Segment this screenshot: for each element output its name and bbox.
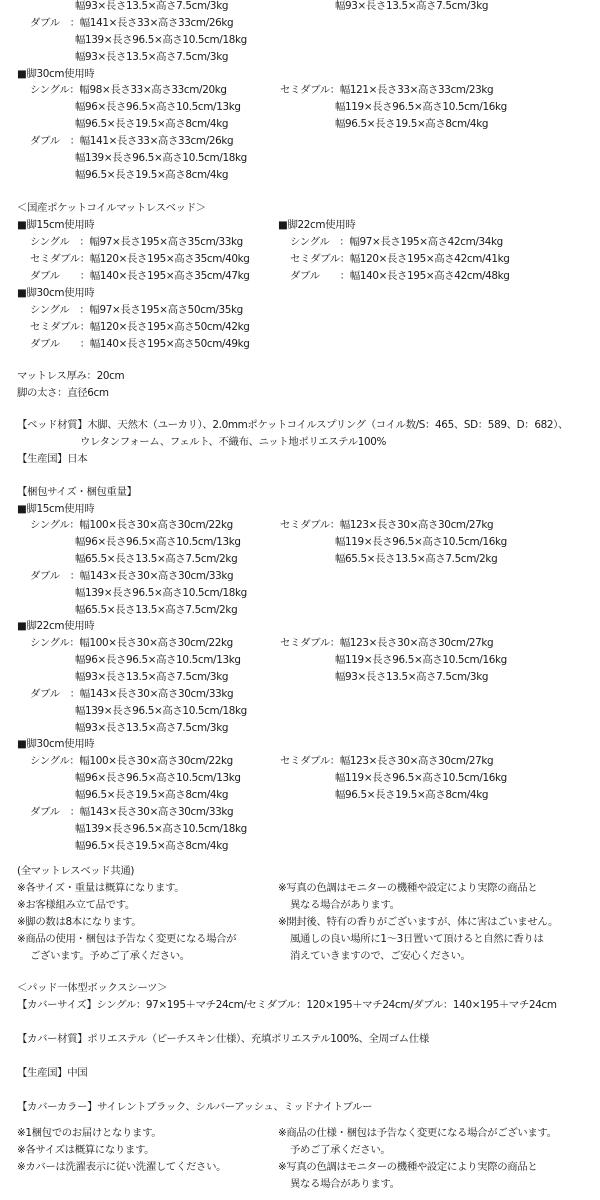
spec-line: セミダブル：幅120×長さ195×高さ42cm/41kg bbox=[290, 253, 510, 265]
spec-line: ダブル ：幅143×長さ30×高さ30cm/33kg bbox=[30, 570, 234, 582]
spec-line: 予めご了承ください。 bbox=[290, 1144, 391, 1156]
spec-line: セミダブル：幅123×長さ30×高さ30cm/27kg bbox=[280, 755, 494, 767]
spec-line: 幅93×長さ13.5×高さ7.5cm/3kg bbox=[75, 51, 229, 63]
spec-line: 幅65.5×長さ13.5×高さ7.5cm/2kg bbox=[335, 553, 498, 565]
spec-line: ■脚22cm使用時 bbox=[17, 620, 95, 632]
spec-line: セミダブル：幅121×長さ33×高さ33cm/23kg bbox=[280, 84, 494, 96]
spec-line: 幅93×長さ13.5×高さ7.5cm/3kg bbox=[75, 722, 229, 734]
spec-line: セミダブル：幅123×長さ30×高さ30cm/27kg bbox=[280, 519, 494, 531]
spec-line: ＜パッド一体型ボックスシーツ＞ bbox=[17, 982, 168, 994]
spec-line: ※カバーは洗濯表示に従い洗濯してください。 bbox=[17, 1161, 227, 1173]
spec-line: 異なる場合があります。 bbox=[290, 1178, 400, 1190]
spec-line: 幅96.5×長さ19.5×高さ8cm/4kg bbox=[75, 169, 229, 181]
spec-line: ※各サイズ・重量は概算になります。 bbox=[17, 882, 185, 894]
spec-line: 幅93×長さ13.5×高さ7.5cm/3kg bbox=[335, 671, 489, 683]
spec-line: シングル：幅98×長さ33×高さ33cm/20kg bbox=[30, 84, 227, 96]
spec-line: ございます。予めご了承ください。 bbox=[30, 950, 190, 962]
spec-line: 幅96.5×長さ19.5×高さ8cm/4kg bbox=[335, 789, 489, 801]
spec-line: ダブル ：幅143×長さ30×高さ30cm/33kg bbox=[30, 688, 234, 700]
spec-line: セミダブル：幅123×長さ30×高さ30cm/27kg bbox=[280, 637, 494, 649]
spec-line: 幅93×長さ13.5×高さ7.5cm/3kg bbox=[335, 0, 489, 12]
spec-line: 幅139×長さ96.5×高さ10.5cm/18kg bbox=[75, 587, 247, 599]
spec-line: 幅93×長さ13.5×高さ7.5cm/3kg bbox=[75, 0, 229, 12]
spec-line: 幅65.5×長さ13.5×高さ7.5cm/2kg bbox=[75, 553, 238, 565]
spec-line: ■脚15cm使用時 bbox=[17, 219, 95, 231]
spec-line: マットレス厚み：20cm bbox=[17, 370, 125, 382]
spec-line: 幅96×長さ96.5×高さ10.5cm/13kg bbox=[75, 101, 241, 113]
spec-line: ■脚15cm使用時 bbox=[17, 503, 95, 515]
spec-line: 【ベッド材質】木脚、天然木（ユーカリ）、2.0mmポケットコイルスプリング（コイル数/S：465、SD：589、D：682）、 bbox=[17, 419, 568, 431]
spec-line: 【生産国】日本 bbox=[17, 453, 88, 465]
spec-line: セミダブル：幅120×長さ195×高さ35cm/40kg bbox=[30, 253, 250, 265]
spec-line: 幅139×長さ96.5×高さ10.5cm/18kg bbox=[75, 823, 247, 835]
spec-line: 幅119×長さ96.5×高さ10.5cm/16kg bbox=[335, 101, 507, 113]
spec-line: 幅119×長さ96.5×高さ10.5cm/16kg bbox=[335, 654, 507, 666]
spec-line: 消えていきますので、ご安心ください。 bbox=[290, 950, 471, 962]
spec-line: 幅139×長さ96.5×高さ10.5cm/18kg bbox=[75, 34, 247, 46]
spec-line: ※商品の仕様・梱包は予告なく変更になる場合がございます。 bbox=[278, 1127, 557, 1139]
spec-line: ※脚の数は8本になります。 bbox=[17, 916, 142, 928]
spec-line: 【カバー材質】ポリエステル（ピーチスキン仕様）、充填ポリエステル100%、全周ゴム仕様 bbox=[17, 1033, 429, 1045]
spec-line: 幅119×長さ96.5×高さ10.5cm/16kg bbox=[335, 536, 507, 548]
spec-line: ＜国産ポケットコイルマットレスベッド＞ bbox=[17, 202, 206, 214]
spec-line: 幅96.5×長さ19.5×高さ8cm/4kg bbox=[335, 118, 489, 130]
spec-line: 幅93×長さ13.5×高さ7.5cm/3kg bbox=[75, 671, 229, 683]
spec-line: ダブル ：幅141×長さ33×高さ33cm/26kg bbox=[30, 17, 234, 29]
spec-line: 風通しの良い場所に1～3日置いて頂けると自然に香りは bbox=[290, 933, 544, 945]
spec-line: ※写真の色調はモニターの機種や設定により実際の商品と bbox=[278, 1161, 538, 1173]
spec-line: ■脚22cm使用時 bbox=[278, 219, 356, 231]
spec-line: 異なる場合があります。 bbox=[290, 899, 400, 911]
spec-line: シングル：幅100×長さ30×高さ30cm/22kg bbox=[30, 519, 233, 531]
spec-line: ダブル ：幅141×長さ33×高さ33cm/26kg bbox=[30, 135, 234, 147]
spec-line: シングル ：幅97×長さ195×高さ42cm/34kg bbox=[290, 236, 503, 248]
spec-line: セミダブル：幅120×長さ195×高さ50cm/42kg bbox=[30, 321, 250, 333]
spec-line: シングル：幅100×長さ30×高さ30cm/22kg bbox=[30, 755, 233, 767]
spec-line: 脚の太さ：直径6cm bbox=[17, 387, 109, 399]
spec-line: 幅139×長さ96.5×高さ10.5cm/18kg bbox=[75, 152, 247, 164]
spec-line: ■脚30cm使用時 bbox=[17, 68, 95, 80]
spec-line: ※各サイズは概算になります。 bbox=[17, 1144, 155, 1156]
spec-line: 幅96.5×長さ19.5×高さ8cm/4kg bbox=[75, 840, 229, 852]
spec-line: 幅96.5×長さ19.5×高さ8cm/4kg bbox=[75, 118, 229, 130]
spec-line: 【生産国】中国 bbox=[17, 1067, 88, 1079]
spec-line: 幅139×長さ96.5×高さ10.5cm/18kg bbox=[75, 705, 247, 717]
spec-line: ウレタンフォーム、フェルト、不織布、ニット地ポリエステル100% bbox=[80, 436, 387, 448]
spec-line: ダブル ：幅143×長さ30×高さ30cm/33kg bbox=[30, 806, 234, 818]
spec-line: 幅96×長さ96.5×高さ10.5cm/13kg bbox=[75, 654, 241, 666]
spec-line: 幅96×長さ96.5×高さ10.5cm/13kg bbox=[75, 772, 241, 784]
spec-line: ■脚30cm使用時 bbox=[17, 738, 95, 750]
spec-line: ダブル ：幅140×長さ195×高さ42cm/48kg bbox=[290, 270, 510, 282]
spec-line: 【梱包サイズ・梱包重量】 bbox=[17, 486, 137, 498]
spec-line: シングル：幅100×長さ30×高さ30cm/22kg bbox=[30, 637, 233, 649]
spec-line: 幅96.5×長さ19.5×高さ8cm/4kg bbox=[75, 789, 229, 801]
spec-line: ※1梱包でのお届けとなります。 bbox=[17, 1127, 162, 1139]
spec-line: シングル ：幅97×長さ195×高さ50cm/35kg bbox=[30, 304, 243, 316]
spec-line: 幅65.5×長さ13.5×高さ7.5cm/2kg bbox=[75, 604, 238, 616]
spec-line: 【カバーカラー】サイレントブラック、シルバーアッシュ、ミッドナイトブルー bbox=[17, 1101, 373, 1113]
spec-line: ■脚30cm使用時 bbox=[17, 287, 95, 299]
spec-line: 【カバーサイズ】シングル：97×195＋マチ24cm/セミダブル：120×195＋マチ24cm/ダブル：140×195＋マチ24cm bbox=[17, 999, 557, 1011]
spec-line: 幅119×長さ96.5×高さ10.5cm/16kg bbox=[335, 772, 507, 784]
spec-line: ダブル ：幅140×長さ195×高さ35cm/47kg bbox=[30, 270, 250, 282]
spec-line: ダブル ：幅140×長さ195×高さ50cm/49kg bbox=[30, 338, 250, 350]
spec-line: (全マットレスベッド共通) bbox=[17, 865, 135, 877]
spec-line: ※商品の使用・梱包は予告なく変更になる場合が bbox=[17, 933, 237, 945]
spec-line: ※写真の色調はモニターの機種や設定により実際の商品と bbox=[278, 882, 538, 894]
spec-line: ※お客様組み立て品です。 bbox=[17, 899, 135, 911]
spec-line: ※開封後、特有の香りがございますが、体に害はごいません。 bbox=[278, 916, 559, 928]
spec-line: 幅96×長さ96.5×高さ10.5cm/13kg bbox=[75, 536, 241, 548]
spec-line: シングル ：幅97×長さ195×高さ35cm/33kg bbox=[30, 236, 243, 248]
